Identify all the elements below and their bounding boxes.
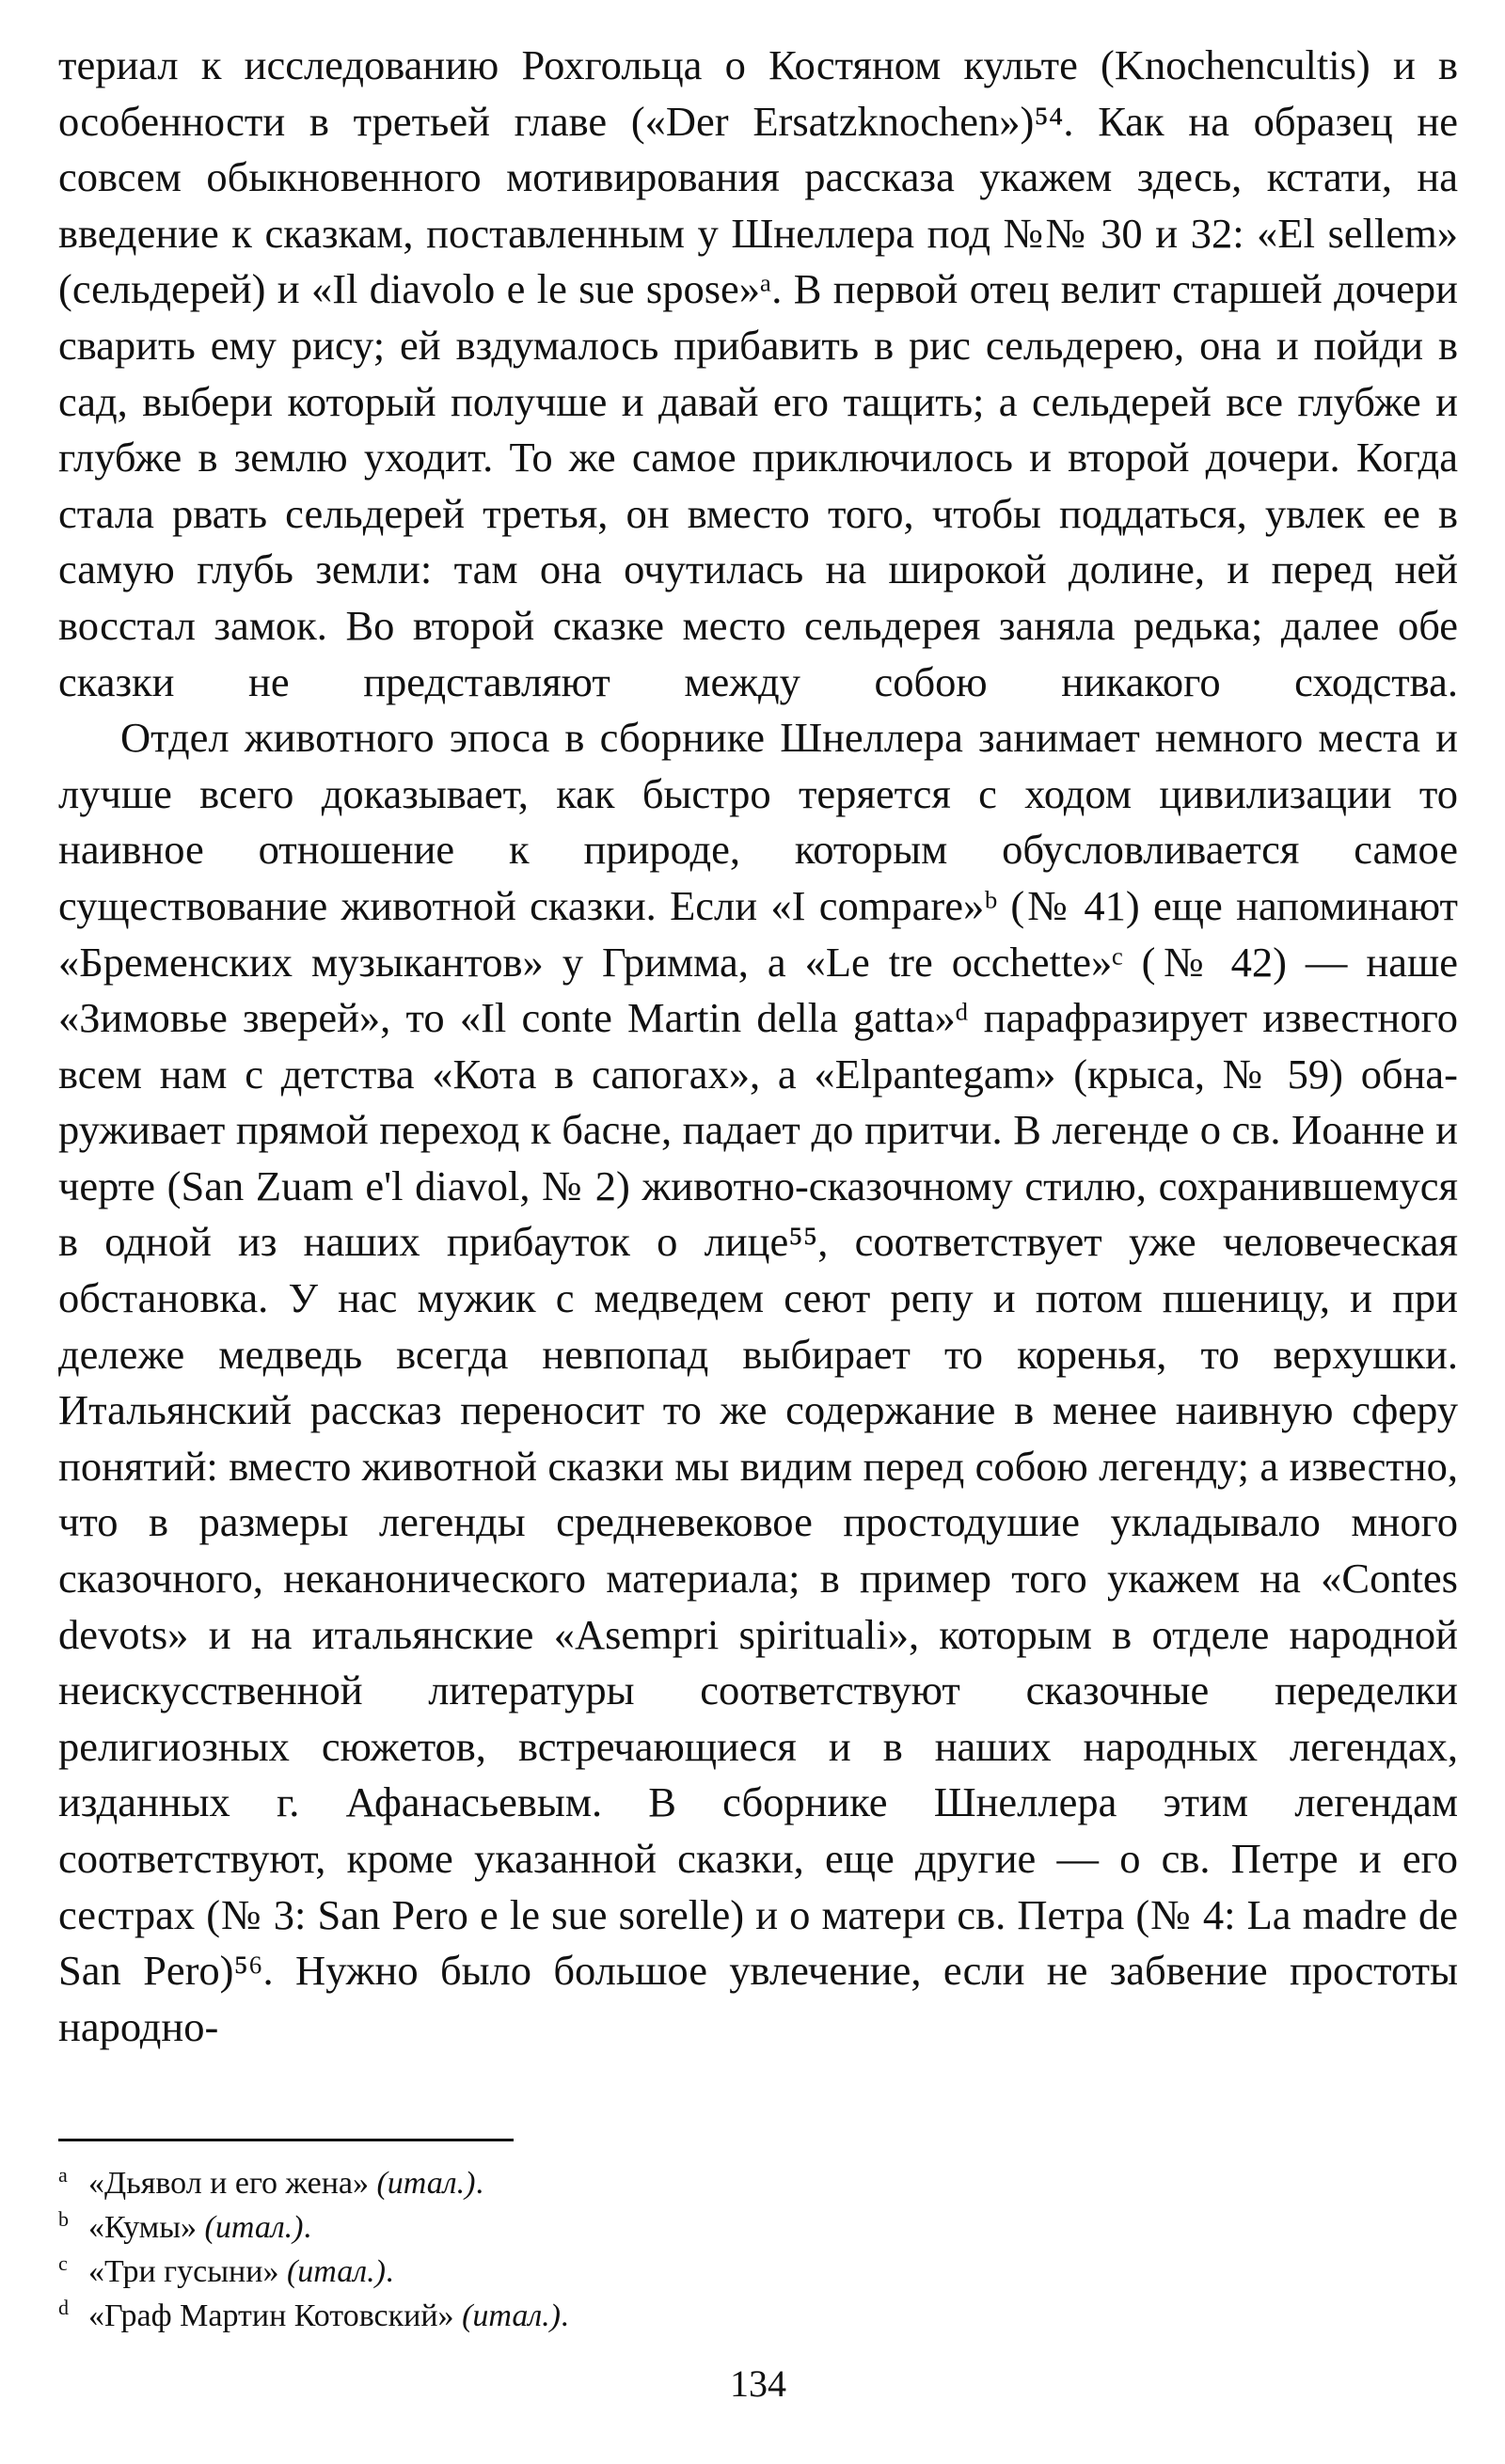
footnote-tail: . <box>561 2298 569 2333</box>
footnote-c: c «Три гусыни» (итал.). <box>58 2251 394 2289</box>
footnote-text: «Кумы» <box>88 2210 205 2245</box>
footnotes <box>58 2161 905 2338</box>
footnote-separator <box>58 2139 514 2141</box>
footnote-tail: . <box>385 2254 394 2289</box>
footnote-language-note: (итал.) <box>462 2298 562 2333</box>
footnote-tail: . <box>475 2166 483 2201</box>
footnote-language-note: (итал.) <box>204 2210 304 2245</box>
footnote-text: «Дьявол и его жена» <box>88 2166 377 2201</box>
footnote-language-note: (итал.) <box>286 2254 386 2289</box>
footnote-text: «Три гусыни» <box>88 2254 287 2289</box>
footnote-text: «Граф Мартин Котовский» <box>88 2298 463 2333</box>
body-paragraph-2: Отдел животного эпоса в сборнике Шнеллера занимает немного места и лучше всего доказывает, как быстро теряется с ходом цивилизации то наивное отношение к природе, которым обусловливается самое существование животной сказки. Если «I compare»ᵇ (№ 41) еще напоминают «Бременских музыкантов» у Гримма, а «Le tre occhette»ᶜ (№ 42) — наше «Зимовье зверей», то «Il conte Martin della gatta»ᵈ парафразирует известного всем нам с детства «Кота в сапогах», а «Elpantegam» (крыса, № 59) обнаруживает прямой переход к басне, падает до притчи. В легенде о св. Иоанне и черте (San Zuam e'l diavol, № 2) животно-сказочному стилю, сохранившемуся в одной из наших прибауток о лице⁵⁵, соответствует уже человеческая обстановка. У нас мужик с медведем сеют репу и потом пшеницу, и при дележе медведь всегда невпопад выбирает то коренья, то верхушки. Итальянский рассказ переносит то же содержание в менее наивную сферу понятий: вместо животной сказки мы видим перед собою легенду; а известно, что в размеры легенды средневековое простодушие укладывало много сказочного, неканонического материала; в пример того укажем на «Contes devots» и на итальянские «Asempri spirituali», которым в отделе народной неискусственной литературы соответствуют сказочные переделки религиозных сюжетов, встречающиеся и в наших народных легендах, изданных г. Афанасьевым. В сборнике Шнеллера этим легендам соответствуют, кроме указанной сказки, еще другие — о св. Петре и его сестрах (№ 3: San Pero e le sue sorelle) и о матери св. Петра (№ 4: La madre de San Pero)⁵⁶. Нужно было большое увлечение, если не забвение простоты народно- <box>58 714 1458 2050</box>
footnote-tail: . <box>303 2210 311 2245</box>
footnote-a: a «Дьявол и его жена» (итал.). <box>58 2162 483 2201</box>
footnote-d: d «Граф Мартин Котовский» (итал.). <box>58 2295 569 2333</box>
book-page <box>58 38 1458 2445</box>
body-paragraph-1: териал к исследованию Рохгольца о Костяном культе (Knochencultis) и в особенности в третьей главе («Der Ersatzknochen»)⁵⁴. Как на образец не совсем обыкновенного мотивирования рассказа укажем здесь, кстати, на введение к сказкам, поставленным у Шнеллера под №№ 30 и 32: «El sellem» (сельдерей) и «Il diavolo e le sue spose»ᵃ. В первой отец велит старшей дочери сварить ему рису; ей вздумалось прибавить в рис сельдерею, она и пойди в сад, выбери который получше и давай его тащить; а сельдерей все глубже и глубже в землю уходит. То же самое приключилось и второй дочери. Когда стала рвать сельдерей третья, он вместо того, чтобы поддаться, увлек ее в самую глубь земли: там она очутилась на широкой долине, и перед ней восстал замок. Во второй сказке место сельдерея заняла редька; далее обе сказки не представляют между собою никакого сходства. <box>58 41 1458 705</box>
footnote-language-note: (итал.) <box>376 2166 476 2201</box>
footnote-b: b «Кумы» (итал.). <box>58 2206 311 2245</box>
page-number: 134 <box>730 2362 786 2405</box>
